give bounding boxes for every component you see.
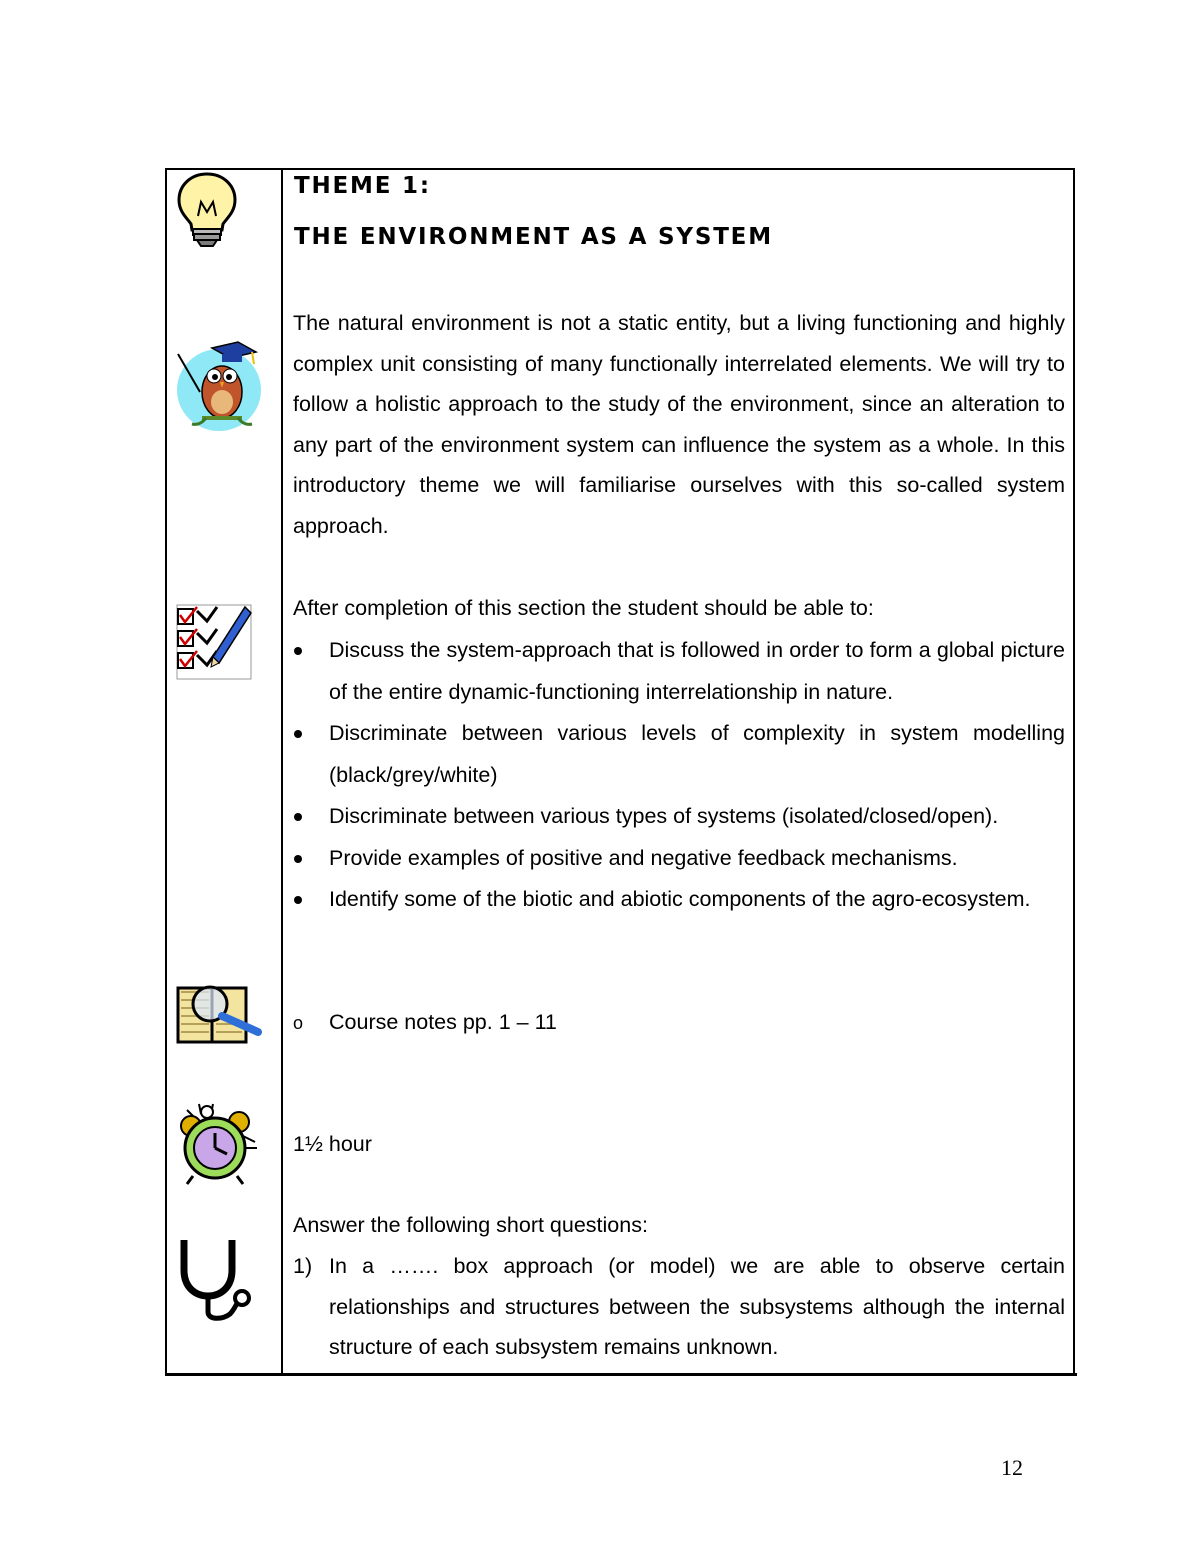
theme-number: THEME 1:	[294, 173, 431, 199]
study-time: 1½ hour	[293, 1132, 372, 1156]
outcomes-list	[293, 630, 1065, 921]
list-item: Identify some of the biotic and abiotic components of the agro-ecosystem.	[293, 879, 1065, 921]
checklist-icon	[175, 603, 255, 681]
question-number: 1)	[293, 1254, 313, 1278]
reading-reference	[293, 1005, 557, 1040]
introduction-paragraph: The natural environment is not a static entity, but a living functioning and highly complex unit consisting of many functionally interrelated elements. We will try to follow a holistic approach to the study of the environment, since an alteration to any part of the environment system can influence the system as a whole. In this introductory theme we will familiarise ourselves with this so-called system approach.	[293, 311, 1065, 538]
outcomes-lead: After completion of this section the student should be able to:	[293, 596, 874, 620]
question-item	[293, 1246, 1065, 1368]
theme-title: THE ENVIRONMENT AS A SYSTEM	[294, 224, 773, 250]
reading-text: Course notes pp. 1 – 11	[329, 1010, 557, 1034]
list-item: Discuss the system-approach that is followed in order to form a global picture of the entire dynamic-functioning interrelationship in nature.	[293, 630, 1065, 713]
stethoscope-icon	[176, 1236, 256, 1322]
frame-bottom-rule	[165, 1373, 1077, 1376]
reading-marker: o	[293, 1013, 304, 1033]
assessment-lead: Answer the following short questions:	[293, 1213, 648, 1237]
icon-column-divider	[281, 168, 283, 1375]
alarm-clock-icon	[177, 1102, 259, 1186]
lightbulb-icon	[176, 172, 238, 248]
question-text: In a ……. box approach (or model) we are able to observe certain relationships and structures between the subsystems although the internal structure of each subsystem remains unknown.	[329, 1254, 1065, 1360]
owl-teacher-icon	[172, 340, 264, 432]
list-item: Provide examples of positive and negative feedback mechanisms.	[293, 838, 1065, 880]
page-number: 12	[1001, 1455, 1023, 1480]
list-item: Discriminate between various levels of complexity in system modelling (black/grey/white)	[293, 713, 1065, 796]
book-magnifier-icon	[176, 980, 264, 1046]
list-item: Discriminate between various types of systems (isolated/closed/open).	[293, 796, 1065, 838]
